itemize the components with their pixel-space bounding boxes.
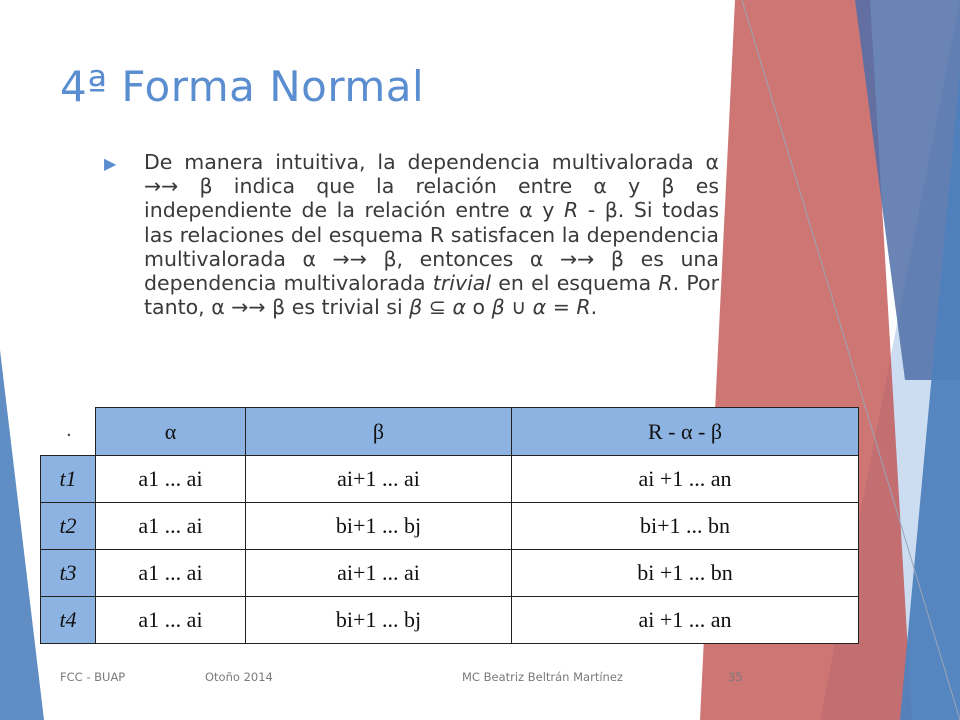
table-header-row [41,408,859,456]
corner-cell [41,408,96,456]
body-bullet [104,150,726,320]
body-run: - β. Si todas las relaciones del esquema R satisfacen la dependencia multivalorada α →→ β, entonces α →→ β es una dependencia multivalorada [144,198,726,296]
table-row [41,503,859,550]
body-run-italic: R [576,295,591,320]
table-row [41,597,859,644]
body-run-italic: β ∪ α [491,295,547,320]
table-row [41,456,859,503]
table-cell: ai +1 ... an [512,456,859,503]
body-run-italic: trivial [432,271,492,296]
table-cell: bi+1 ... bj [246,597,512,644]
row-label: t4 [41,597,96,644]
table-cell: bi+1 ... bn [512,503,859,550]
mvd-table [40,407,859,644]
deco-left-blue-strip [0,350,44,720]
table-cell: a1 ... ai [96,503,246,550]
footer-author: MC Beatriz Beltrán Martínez [462,670,623,684]
body-run: De manera intuitiva, la dependencia multivalorada α →→ β indica que la relación entre α y β es independiente de la relación entre α y [144,150,726,223]
footer-term: Otoño 2014 [205,670,273,684]
table-cell: ai+1 ... ai [246,550,512,597]
table-cell: a1 ... ai [96,456,246,503]
footer-institution: FCC - BUAP [60,670,126,684]
table-cell: bi+1 ... bj [246,503,512,550]
body-run: . [590,295,598,320]
body-run: . Por tanto, α →→ β es trivial si [144,271,726,320]
body-run: en el esquema [491,271,659,296]
table-cell: ai +1 ... an [512,597,859,644]
table-cell: a1 ... ai [96,550,246,597]
row-label: t3 [41,550,96,597]
table-marker: . [66,420,72,441]
row-label: t1 [41,456,96,503]
triangle-bullet-icon: ▶ [104,154,117,173]
table-cell: bi +1 ... bn [512,550,859,597]
table-row [41,550,859,597]
slide-title: 4ª Forma Normal [60,62,425,111]
row-label: t2 [41,503,96,550]
table-cell: ai+1 ... ai [246,456,512,503]
table-cell: a1 ... ai [96,597,246,644]
body-run-italic: R [658,271,673,296]
body-run: = [546,295,577,320]
body-run-italic: β ⊆ α [409,295,466,320]
footer-page-number: 35 [728,670,743,684]
header-beta: β [246,408,512,456]
header-rest: R - α - β [512,408,859,456]
body-run: o [465,295,492,320]
body-paragraph [144,150,726,320]
header-alpha: α [96,408,246,456]
body-run-italic: R [563,198,579,223]
